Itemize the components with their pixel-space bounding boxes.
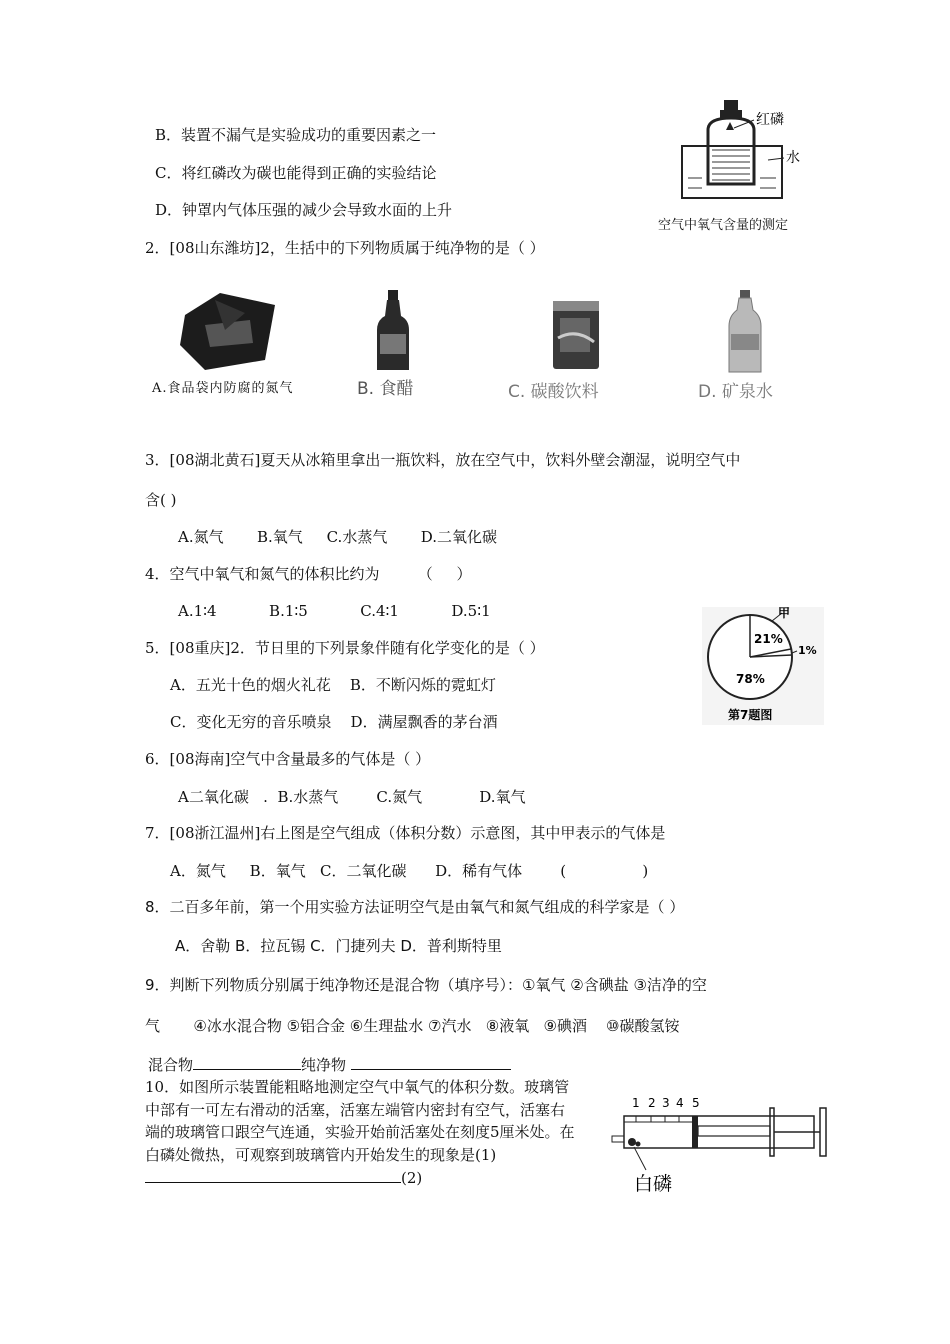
q3-options: A.氮气 B.氧气 C.水蒸气 D.二氧化碳 bbox=[178, 528, 497, 546]
vinegar-bottle-image bbox=[373, 290, 413, 372]
q1-option-b: B．装置不漏气是实验成功的重要因素之一 bbox=[155, 126, 437, 144]
q8-options: A．舍勒 B．拉瓦锡 C．门捷列夫 D．普利斯特里 bbox=[175, 937, 502, 955]
q1-option-d: D．钟罩内气体压强的减少会导致水面的上升 bbox=[155, 201, 453, 219]
q5-options-1: A．五光十色的烟火礼花 B．不断闪烁的霓虹灯 bbox=[170, 676, 496, 694]
bell-jar-caption: 空气中氧气含量的测定 bbox=[658, 218, 789, 233]
scale-4: 4 bbox=[676, 1096, 684, 1110]
pure-label: 纯净物 bbox=[301, 1056, 347, 1074]
caption-d: D. 矿泉水 bbox=[698, 382, 773, 402]
label-1: 1% bbox=[798, 644, 817, 657]
q5-stem: 5．[08重庆]2．节日里的下列景象伴随有化学变化的是（ ） bbox=[145, 639, 545, 657]
q5-options-2: C．变化无穷的音乐喷泉 D．满屋飘香的茅台酒 bbox=[170, 713, 498, 731]
q3-stem-line2: 含( ) bbox=[145, 491, 177, 509]
nitrogen-bag-image bbox=[175, 285, 285, 375]
q10-text: 10．如图所示装置能粗略地测定空气中氧气的体积分数。玻璃管中部有一可左右滑动的活塞，活塞左端管内密封有空气，活塞右端的玻璃管口跟空气连通，实验开始前活塞处在刻度5厘米处。在白磷处微热，可观察到玻璃管内开始发生的现象是(1) bbox=[145, 1078, 575, 1164]
label-21: 21% bbox=[754, 632, 783, 646]
q6-stem: 6．[08海南]空气中含量最多的气体是（ ） bbox=[145, 750, 431, 768]
scale-5: 5 bbox=[692, 1096, 700, 1110]
scale-2: 2 bbox=[648, 1096, 656, 1110]
mineral-water-image bbox=[727, 290, 763, 374]
mixture-blank[interactable] bbox=[193, 1053, 301, 1070]
q10-blank-1[interactable] bbox=[145, 1166, 401, 1183]
label-jia: 甲 bbox=[778, 607, 791, 620]
label-78: 78% bbox=[736, 672, 765, 686]
q10-tail: (2) bbox=[401, 1169, 423, 1188]
mixture-label: 混合物 bbox=[148, 1056, 194, 1074]
glass-tube-figure bbox=[598, 1092, 838, 1202]
q3-stem-line1: 3．[08湖北黄石]夏天从冰箱里拿出一瓶饮料，放在空气中，饮料外壁会潮湿，说明空气中 bbox=[145, 451, 741, 469]
red-phosphorus-label: 红磷 bbox=[756, 112, 784, 128]
q9-stem: 9．判断下列物质分别属于纯净物还是混合物（填序号）：①氧气 ②含碘盐 ③洁净的空 bbox=[145, 976, 707, 994]
q10-paragraph bbox=[145, 1076, 577, 1190]
q1-option-c: C．将红磷改为碳也能得到正确的实验结论 bbox=[155, 164, 437, 182]
q6-options: A二氧化碳 . B.水蒸气 C.氮气 D.氧气 bbox=[178, 788, 526, 806]
white-phosphorus-label: 白磷 bbox=[634, 1173, 673, 1195]
q7-options: A．氮气 B．氧气 C．二氧化碳 D．稀有气体 ( ) bbox=[170, 862, 649, 880]
bell-jar-figure bbox=[668, 100, 818, 215]
caption-c: C. 碳酸饮料 bbox=[508, 382, 599, 402]
q8-stem: 8．二百多年前，第一个用实验方法证明空气是由氧气和氮气组成的科学家是（ ） bbox=[145, 898, 685, 916]
q4-options: A.1∶4 B.1∶5 C.4∶1 D.5∶1 bbox=[178, 602, 491, 620]
q4-stem: 4．空气中氧气和氮气的体积比约为 （ ） bbox=[145, 565, 472, 583]
pure-blank[interactable] bbox=[351, 1053, 511, 1070]
scale-1: 1 bbox=[632, 1096, 640, 1110]
scale-3: 3 bbox=[662, 1096, 670, 1110]
q7-stem: 7．[08浙江温州]右上图是空气组成（体积分数）示意图，其中甲表示的气体是 bbox=[145, 824, 666, 842]
q2-stem: 2．[08山东潍坊]2，生括中的下列物质属于纯净物的是（ ） bbox=[145, 239, 545, 257]
pie-caption: 第7题图 bbox=[728, 708, 773, 722]
q9-stem-2: 气 ④冰水混合物 ⑤铝合金 ⑥生理盐水 ⑦汽水 ⑧液氧 ⑨碘酒 ⑩碳酸氢铵 bbox=[145, 1017, 680, 1035]
soda-can-image bbox=[550, 298, 602, 372]
water-label: 水 bbox=[786, 150, 800, 166]
caption-a: A.食品袋内防腐的氮气 bbox=[152, 381, 294, 396]
air-composition-pie bbox=[702, 607, 824, 725]
caption-b: B. 食醋 bbox=[357, 379, 414, 399]
q9-answer-line bbox=[148, 1053, 511, 1076]
